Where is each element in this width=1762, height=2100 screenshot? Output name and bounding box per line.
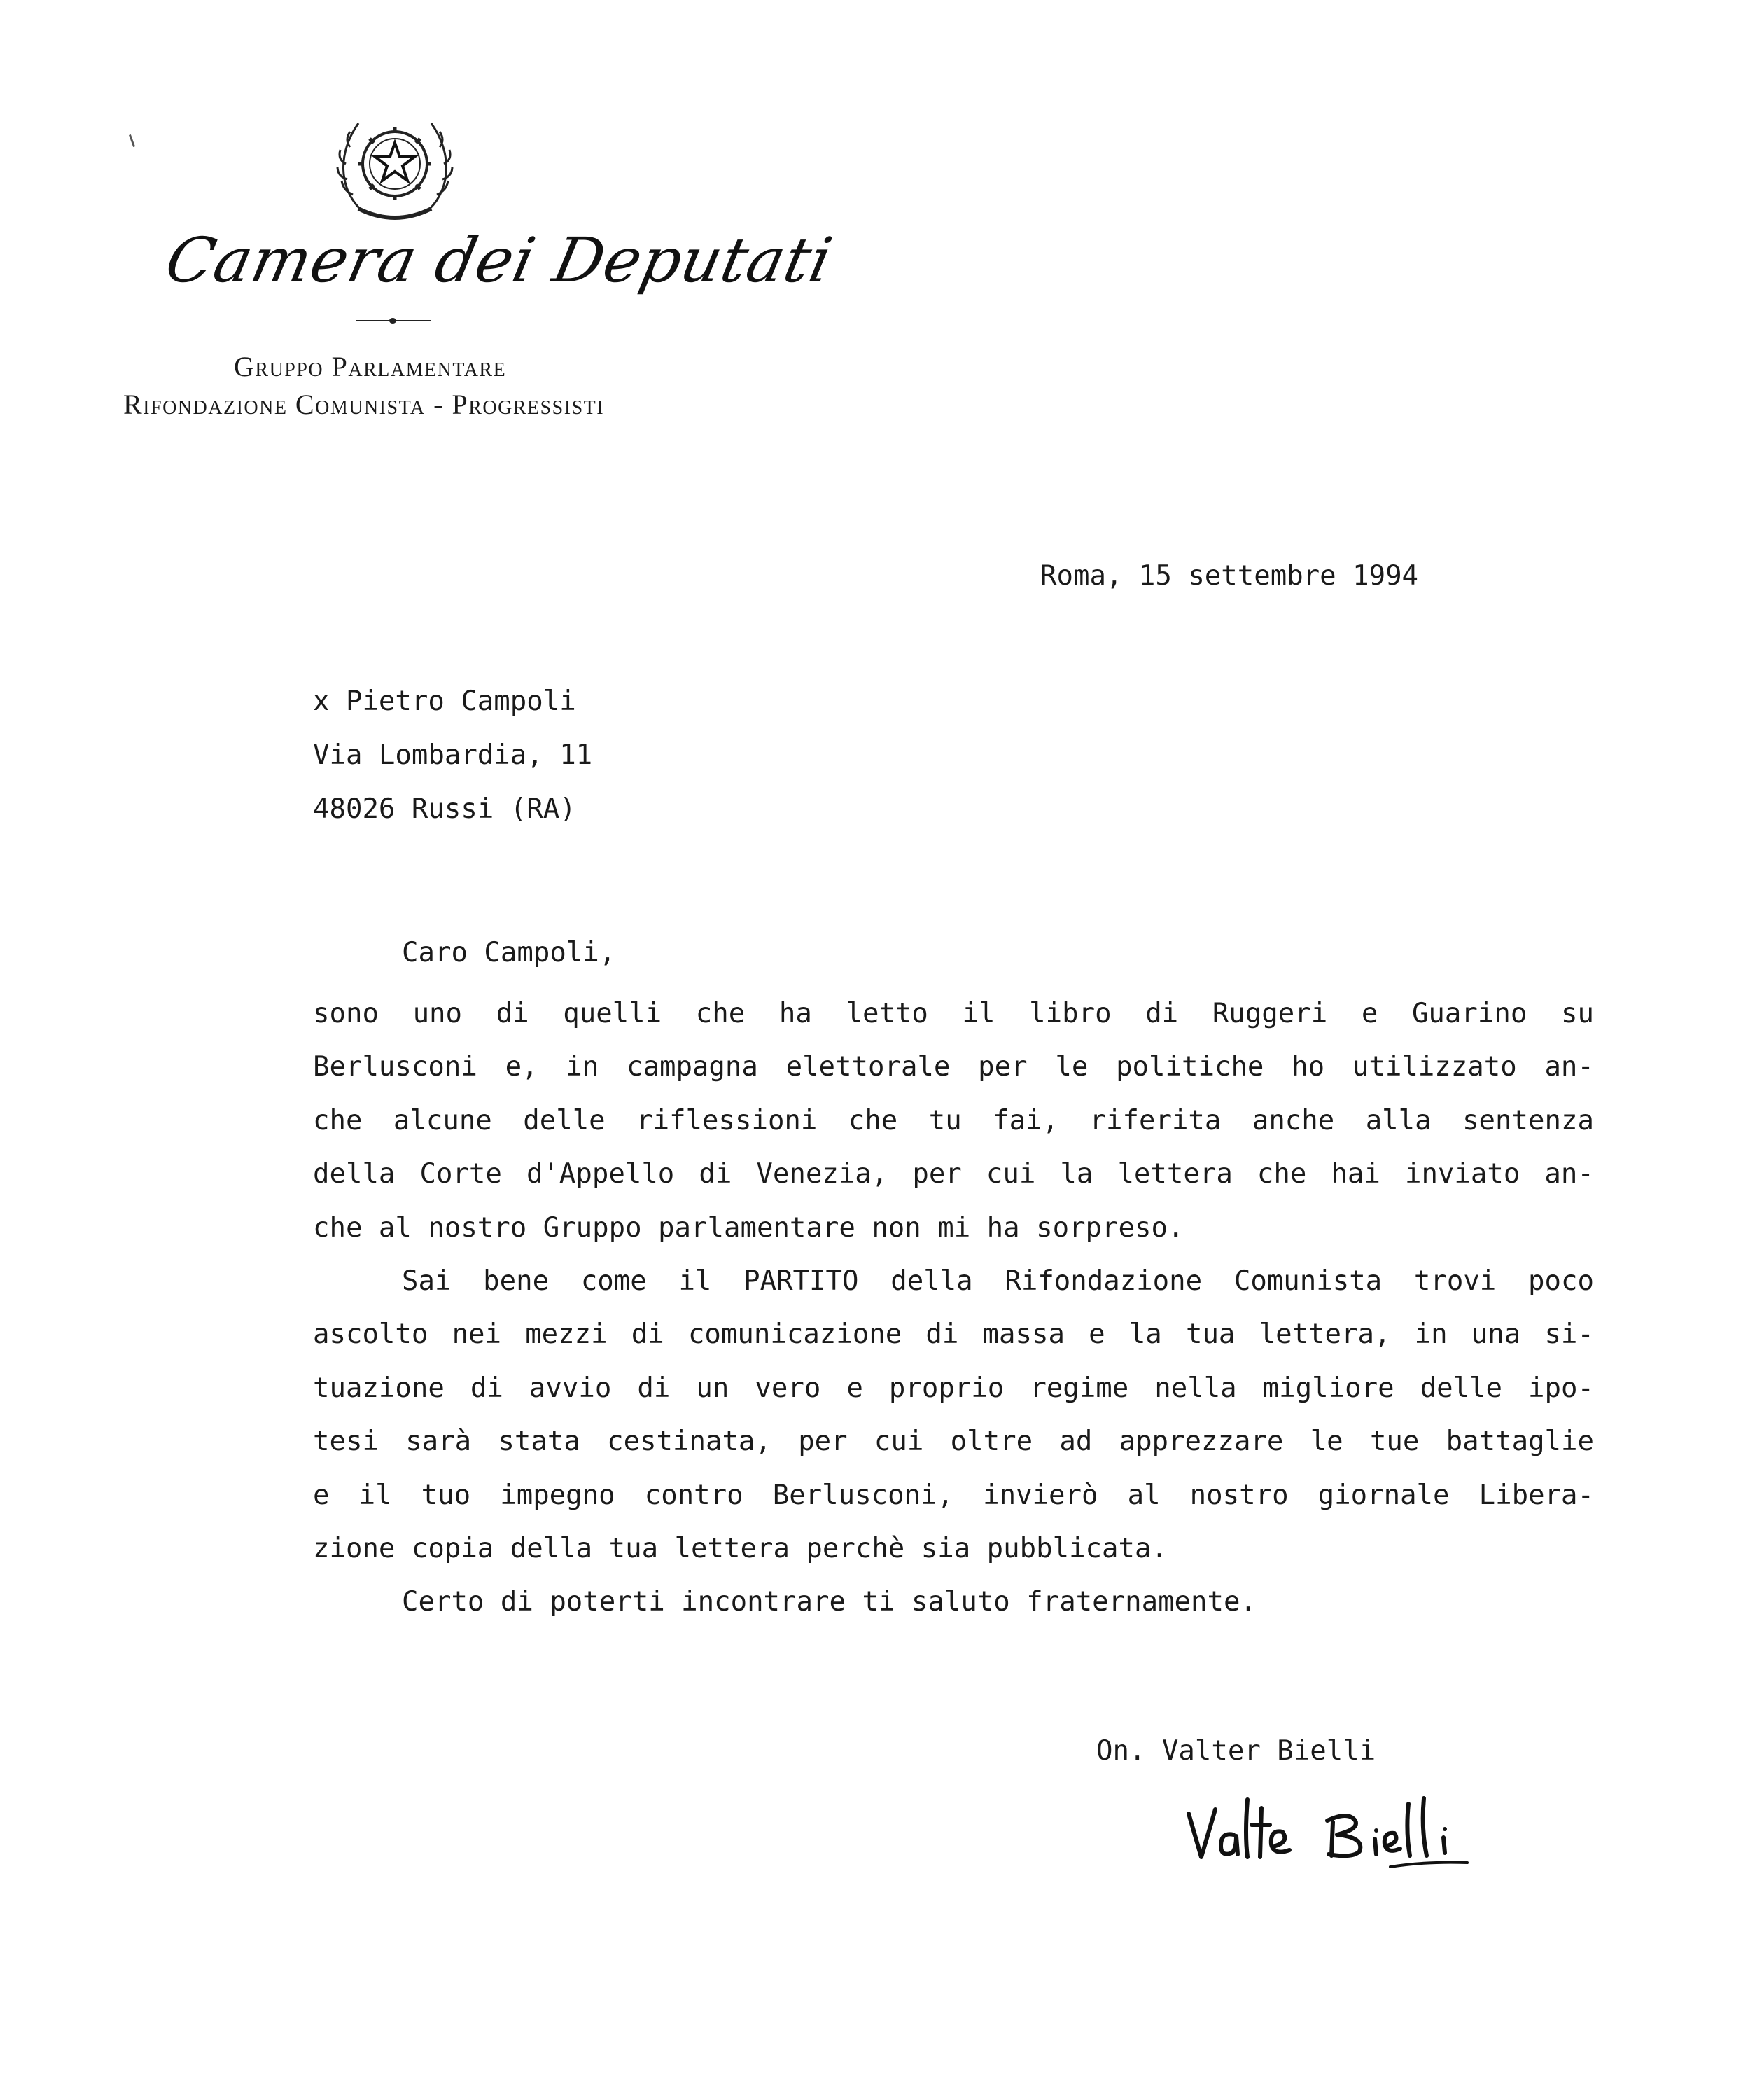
body-word: elettorale — [785, 1051, 951, 1083]
body-word: che — [313, 1104, 363, 1136]
letter-date: Roma, 15 settembre 1994 — [1040, 560, 1419, 592]
body-line — [313, 1094, 1594, 1148]
body-word: per — [912, 1158, 962, 1190]
body-line: Certo di poterti incontrare ti saluto fraternamente. — [402, 1586, 1257, 1618]
body-word: e — [846, 1372, 863, 1404]
body-word: ipo- — [1528, 1372, 1594, 1404]
body-word: di — [631, 1319, 664, 1351]
handwritten-signature — [1183, 1779, 1491, 1877]
body-word: Corte — [419, 1158, 502, 1190]
body-word: oltre — [950, 1426, 1033, 1458]
body-word: il — [358, 1479, 392, 1511]
group-name-line-2: Rifondazione Comunista - Progressisti — [123, 389, 605, 420]
body-word: la — [1060, 1158, 1093, 1190]
body-word: Venezia, — [756, 1158, 888, 1190]
body-word: come — [580, 1265, 647, 1297]
body-word: il — [962, 998, 995, 1029]
body-word: campagna — [627, 1051, 758, 1083]
body-word: riferita — [1089, 1104, 1222, 1136]
body-word: an- — [1544, 1051, 1594, 1083]
body-word: Berlusconi, — [772, 1479, 953, 1511]
body-word: an- — [1544, 1158, 1594, 1190]
body-word: di — [925, 1319, 959, 1351]
body-word: alcune — [393, 1104, 492, 1136]
body-word: riflessioni — [636, 1104, 818, 1136]
body-line — [313, 1255, 1594, 1308]
body-word: alla — [1365, 1104, 1432, 1136]
group-name-line-1: Gruppo Parlamentare — [234, 351, 507, 382]
recipient-address — [313, 674, 592, 836]
body-word: di — [637, 1372, 671, 1404]
letter-body — [313, 987, 1594, 1629]
body-word: di — [496, 998, 529, 1029]
body-word: cui — [986, 1158, 1036, 1190]
recipient-street: Via Lombardia, 11 — [313, 739, 593, 771]
body-word: su — [1560, 998, 1594, 1029]
body-word: nella — [1154, 1372, 1237, 1404]
body-word: poco — [1528, 1265, 1594, 1297]
body-word: anche — [1252, 1104, 1335, 1136]
body-line — [313, 1362, 1594, 1415]
body-word: ad — [1059, 1426, 1093, 1458]
body-word: giornale — [1317, 1479, 1450, 1511]
body-word: ho — [1292, 1051, 1325, 1083]
body-word: contro — [644, 1479, 743, 1511]
body-word: invierò — [983, 1479, 1098, 1511]
body-word: ha — [778, 998, 812, 1029]
body-word: le — [1310, 1426, 1343, 1458]
body-line: zione copia della tua lettera perchè sia pubblicata. — [313, 1532, 1168, 1564]
body-word: di — [470, 1372, 503, 1404]
body-word: un — [696, 1372, 729, 1404]
body-word: proprio — [888, 1372, 1005, 1404]
body-word: d'Appello — [526, 1158, 675, 1190]
body-word: e — [1089, 1319, 1105, 1351]
body-word: quelli — [563, 998, 662, 1029]
body-word: per — [798, 1426, 848, 1458]
body-word: tua — [1185, 1319, 1236, 1351]
body-line — [313, 1041, 1594, 1094]
body-word: Libera- — [1478, 1479, 1594, 1511]
body-word: letto — [846, 998, 928, 1029]
recipient-city: 48026 Russi (RA) — [313, 793, 576, 825]
body-word: il — [678, 1265, 712, 1297]
body-word: della — [313, 1158, 396, 1190]
body-word: avvio — [529, 1372, 612, 1404]
body-word: che — [1257, 1158, 1307, 1190]
letterhead-divider — [356, 320, 431, 321]
body-word: hai — [1331, 1158, 1380, 1190]
body-word: delle — [1420, 1372, 1502, 1404]
body-word: fai, — [993, 1104, 1059, 1136]
body-word: lettera, — [1259, 1319, 1391, 1351]
body-word: e — [313, 1479, 330, 1511]
body-word: che — [695, 998, 746, 1029]
body-word: mezzi — [525, 1319, 608, 1351]
body-word: cui — [874, 1426, 924, 1458]
body-word: Guarino — [1411, 998, 1527, 1029]
body-word: tue — [1369, 1426, 1420, 1458]
body-word: cestinata, — [607, 1426, 771, 1458]
body-word: e, — [505, 1051, 538, 1083]
salutation: Caro Campoli, — [402, 937, 616, 968]
body-word: utilizzato — [1352, 1051, 1517, 1083]
body-word: che — [848, 1104, 898, 1136]
body-word: regime — [1030, 1372, 1129, 1404]
body-word: bene — [483, 1265, 550, 1297]
body-word: trovi — [1413, 1265, 1497, 1297]
body-line — [313, 1469, 1594, 1522]
body-word: le — [1055, 1051, 1089, 1083]
body-word: impegno — [500, 1479, 615, 1511]
scan-speck — [129, 134, 135, 147]
body-word: vero — [755, 1372, 821, 1404]
body-word: al — [1127, 1479, 1161, 1511]
body-word: Sai — [402, 1265, 452, 1297]
body-word: per — [978, 1051, 1028, 1083]
body-word: sarà — [405, 1426, 472, 1458]
body-word: tesi — [313, 1426, 379, 1458]
body-word: migliore — [1262, 1372, 1394, 1404]
body-word: in — [566, 1051, 599, 1083]
body-word: apprezzare — [1119, 1426, 1284, 1458]
recipient-name: x Pietro Campoli — [313, 686, 576, 717]
body-word: sono — [313, 998, 379, 1029]
body-word: di — [1145, 998, 1179, 1029]
body-word: lettera — [1117, 1158, 1233, 1190]
signer-name: On. Valter Bielli — [1096, 1735, 1376, 1767]
institution-name: Camera dei Deputati — [159, 224, 839, 296]
body-word: una — [1471, 1319, 1521, 1351]
body-word: della — [890, 1265, 973, 1297]
body-word: nei — [452, 1319, 502, 1351]
body-word: delle — [523, 1104, 606, 1136]
body-line — [313, 1148, 1594, 1201]
body-word: stata — [498, 1426, 580, 1458]
body-line — [313, 1415, 1594, 1468]
body-word: Comunista — [1233, 1265, 1383, 1297]
body-line — [313, 987, 1594, 1041]
body-word: libro — [1029, 998, 1112, 1029]
body-word: sentenza — [1462, 1104, 1594, 1136]
body-word: la — [1128, 1319, 1162, 1351]
italian-republic-emblem-icon — [332, 104, 458, 230]
body-word: uno — [412, 998, 463, 1029]
body-word: tuo — [421, 1479, 471, 1511]
body-word: Ruggeri — [1212, 998, 1328, 1029]
body-word: massa — [982, 1319, 1065, 1351]
body-line: che al nostro Gruppo parlamentare non mi ha sorpreso. — [313, 1211, 1184, 1244]
body-word: si- — [1544, 1319, 1594, 1351]
body-word: comunicazione — [687, 1319, 902, 1351]
body-word: inviato — [1404, 1158, 1520, 1190]
body-line — [313, 1308, 1594, 1361]
body-word: ascolto — [313, 1319, 428, 1351]
body-word: tu — [928, 1104, 962, 1136]
body-word: politiche — [1116, 1051, 1264, 1083]
body-word: PARTITO — [743, 1265, 859, 1297]
body-word: in — [1414, 1319, 1448, 1351]
body-word: Rifondazione — [1005, 1265, 1203, 1297]
body-word: di — [699, 1158, 732, 1190]
body-word: nostro — [1189, 1479, 1289, 1511]
body-word: e — [1361, 998, 1378, 1029]
body-word: Berlusconi — [313, 1051, 477, 1083]
body-word: battaglie — [1446, 1426, 1594, 1458]
body-word: tuazione — [313, 1372, 445, 1404]
